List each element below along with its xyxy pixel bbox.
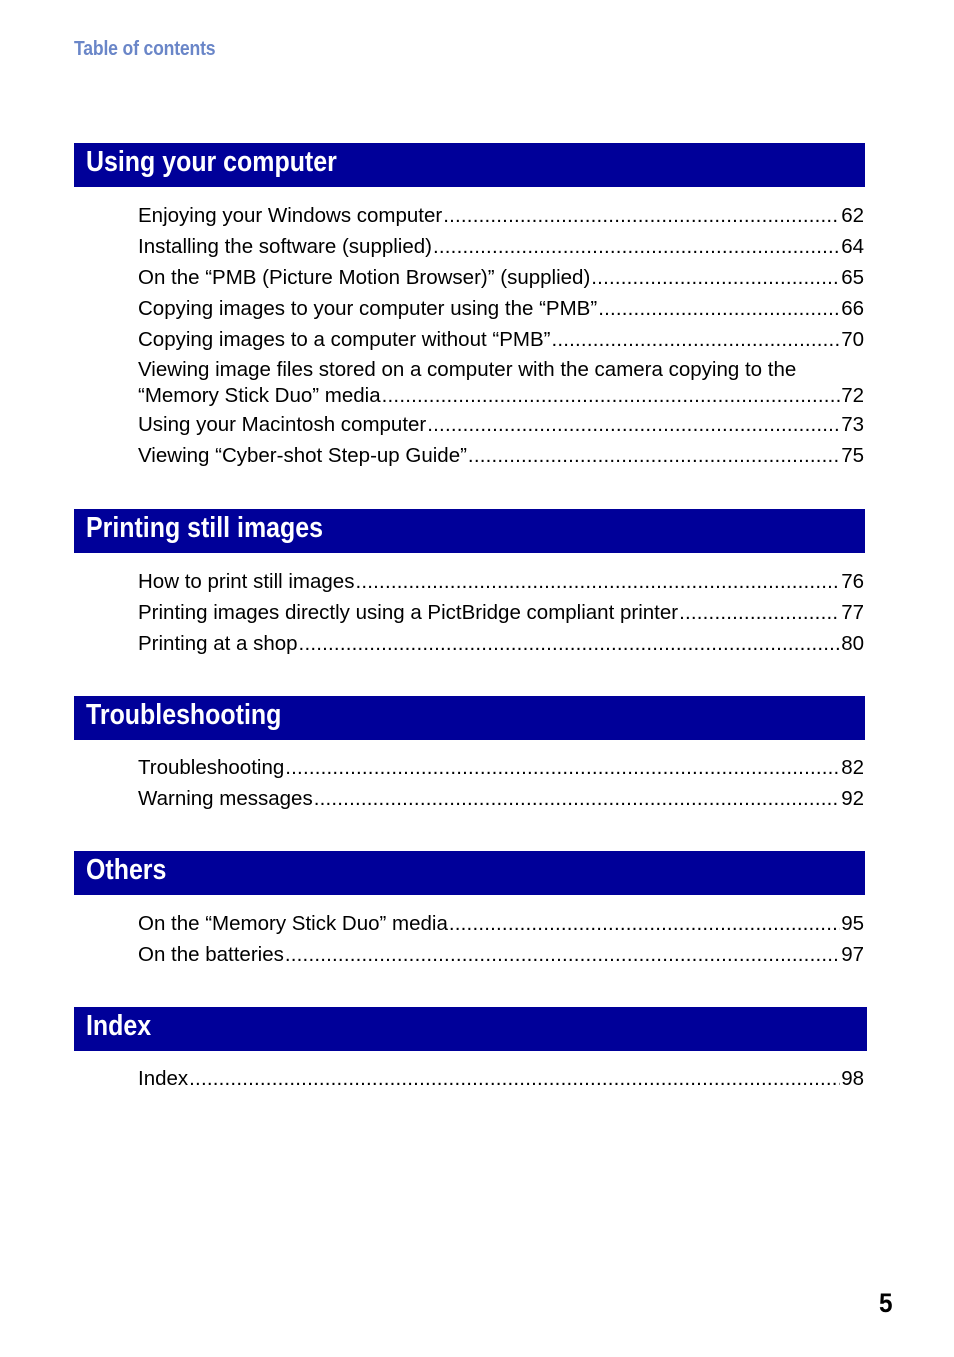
toc-entry[interactable] [138, 597, 864, 628]
section-header-others [74, 851, 865, 895]
toc-list-printing-still-images [138, 566, 864, 659]
toc-entry[interactable] [138, 783, 864, 814]
section-header-using-your-computer [74, 143, 865, 187]
dot-leader [314, 783, 840, 814]
toc-entry[interactable] [138, 440, 864, 471]
dot-leader [598, 293, 840, 324]
toc-entry-page: 92 [841, 787, 864, 810]
toc-entry[interactable] [138, 200, 864, 231]
dot-leader [551, 324, 840, 355]
toc-entry[interactable] [138, 628, 864, 659]
section-header-printing-still-images [74, 509, 865, 553]
toc-entry-title: Index [138, 1067, 189, 1090]
section-header-index [74, 1007, 867, 1051]
toc-entry-title: Copying images to a computer without “PMB” [138, 328, 551, 351]
toc-entry-page: 98 [841, 1067, 864, 1090]
toc-entry[interactable] [138, 262, 864, 293]
toc-entry-title: Printing at a shop [138, 632, 298, 655]
toc-entry-title: How to print still images [138, 570, 355, 593]
toc-entry-page: 75 [841, 444, 864, 467]
toc-list-index [138, 1063, 864, 1094]
toc-entry-title: Enjoying your Windows computer [138, 204, 443, 227]
dot-leader [433, 231, 840, 262]
dot-leader [285, 752, 840, 783]
toc-entry-page: 72 [841, 384, 864, 407]
toc-entry-title: Viewing “Cyber-shot Step-up Guide” [138, 444, 467, 467]
toc-entry-title-line1: Viewing image files stored on a computer with the camera copying to the [138, 358, 797, 381]
toc-entry-title: Troubleshooting [138, 756, 285, 779]
toc-entry-page: 82 [841, 756, 864, 779]
section-header-troubleshooting [74, 696, 865, 740]
toc-entry-title: Installing the software (supplied) [138, 235, 432, 258]
toc-entry-title: On the “Memory Stick Duo” media [138, 912, 448, 935]
dot-leader [382, 382, 841, 409]
toc-entry-page: 64 [841, 235, 864, 258]
dot-leader [285, 939, 840, 970]
section-title: Others [86, 854, 167, 886]
dot-leader [299, 628, 841, 659]
dot-leader [189, 1063, 840, 1094]
dot-leader [468, 440, 840, 471]
toc-list-troubleshooting [138, 752, 864, 814]
toc-entry[interactable] [138, 566, 864, 597]
dot-leader [679, 597, 840, 628]
toc-entry-title: On the “PMB (Picture Motion Browser)” (supplied) [138, 266, 591, 289]
dot-leader [355, 566, 840, 597]
dot-leader [449, 908, 840, 939]
section-title: Index [86, 1010, 152, 1042]
toc-list-others [138, 908, 864, 970]
toc-entry-title: Using your Macintosh computer [138, 413, 427, 436]
toc-entry[interactable] [138, 355, 864, 409]
section-title: Printing still images [86, 512, 323, 544]
toc-entry-page: 77 [841, 601, 864, 624]
toc-entry-page: 95 [841, 912, 864, 935]
running-header: Table of contents [74, 38, 216, 60]
toc-entry[interactable] [138, 409, 864, 440]
toc-entry-title: Warning messages [138, 787, 313, 810]
toc-entry-title: On the batteries [138, 943, 284, 966]
dot-leader [591, 262, 840, 293]
toc-entry-page: 76 [841, 570, 864, 593]
toc-entry-page: 62 [841, 204, 864, 227]
dot-leader [443, 200, 840, 231]
toc-entry[interactable] [138, 231, 864, 262]
toc-entry[interactable] [138, 939, 864, 970]
toc-entry[interactable] [138, 908, 864, 939]
section-title: Using your computer [86, 146, 337, 178]
toc-entry-title-line2: “Memory Stick Duo” media [138, 384, 381, 407]
toc-entry-page: 80 [841, 632, 864, 655]
toc-entry-page: 66 [841, 297, 864, 320]
toc-entry[interactable] [138, 752, 864, 783]
toc-entry[interactable] [138, 1063, 864, 1094]
toc-list-using-your-computer [138, 200, 864, 471]
toc-entry-page: 70 [841, 328, 864, 351]
toc-entry-page: 97 [841, 943, 864, 966]
toc-entry-page: 65 [841, 266, 864, 289]
page-number: 5 [879, 1288, 893, 1318]
dot-leader [427, 409, 840, 440]
section-title: Troubleshooting [86, 699, 282, 731]
toc-entry-title: Copying images to your computer using the “PMB” [138, 297, 598, 320]
toc-entry[interactable] [138, 293, 864, 324]
toc-entry-page: 73 [841, 413, 864, 436]
toc-entry-title: Printing images directly using a PictBridge compliant printer [138, 601, 679, 624]
toc-entry[interactable] [138, 324, 864, 355]
